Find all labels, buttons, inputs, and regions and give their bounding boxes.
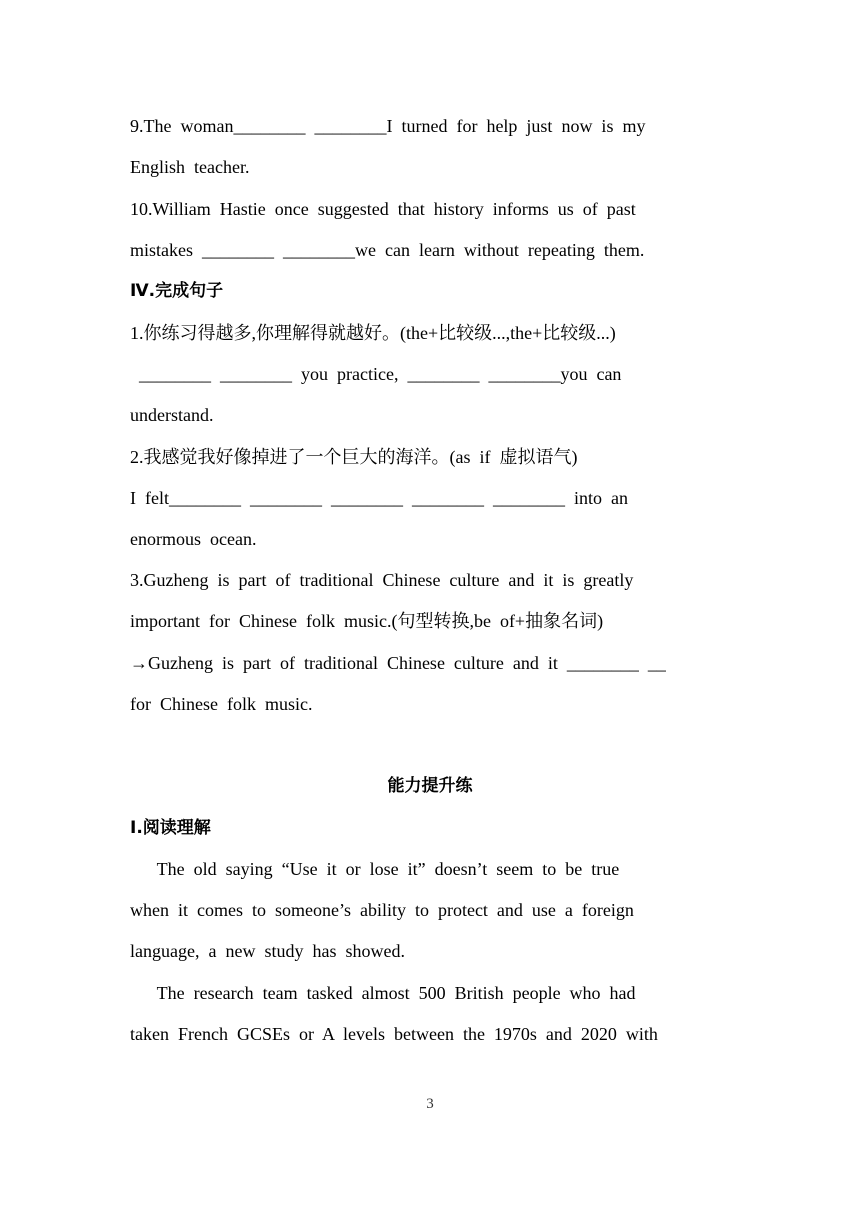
s4-q3-line4: for Chinese folk music. bbox=[130, 694, 313, 714]
s4-q2-line3: enormous ocean. bbox=[130, 529, 257, 549]
q10-line1: 10.William Hastie once suggested that history informs us of past bbox=[130, 199, 636, 219]
s4-q1-line2: ________ ________ you practice, ________ ________you can bbox=[130, 364, 622, 384]
s4-q2-line2: I felt________ ________ ________ ________ ________ into an bbox=[130, 488, 628, 508]
q9-line1: 9.The woman________ ________I turned for help just now is my bbox=[130, 116, 646, 136]
page-number: 3 bbox=[426, 1096, 434, 1112]
ability-section-title: 能力提升练 bbox=[387, 776, 473, 796]
para1-line3: language, a new study has showed. bbox=[130, 941, 405, 961]
q10-line2: mistakes ________ ________we can learn without repeating them. bbox=[130, 240, 645, 260]
s4-q3-line1: 3.Guzheng is part of traditional Chinese culture and it is greatly bbox=[130, 570, 634, 590]
section4-heading: Ⅳ.完成句子 bbox=[130, 281, 224, 301]
s4-q2-line1: 2.我感觉我好像掉进了一个巨大的海洋。(as if 虚拟语气) bbox=[130, 447, 578, 467]
q9-line2: English teacher. bbox=[130, 157, 250, 177]
reading-heading: Ⅰ.阅读理解 bbox=[130, 818, 211, 838]
s4-q3-line2: important for Chinese folk music.(句型转换,be of+抽象名词) bbox=[130, 611, 604, 631]
s4-q1-line3: understand. bbox=[130, 405, 214, 425]
para1-line2: when it comes to someone’s ability to protect and use a foreign bbox=[130, 900, 634, 920]
para2-line2: taken French GCSEs or A levels between the 1970s and 2020 with bbox=[130, 1024, 658, 1044]
s4-q3-line3: →Guzheng is part of traditional Chinese culture and it ________ __ bbox=[130, 653, 666, 673]
s4-q1-line1: 1.你练习得越多,你理解得就越好。(the+比较级...,the+比较级...) bbox=[130, 323, 616, 343]
para1-line1: The old saying “Use it or lose it” doesn’t seem to be true bbox=[130, 859, 620, 879]
para2-line1: The research team tasked almost 500 British people who had bbox=[130, 983, 636, 1003]
